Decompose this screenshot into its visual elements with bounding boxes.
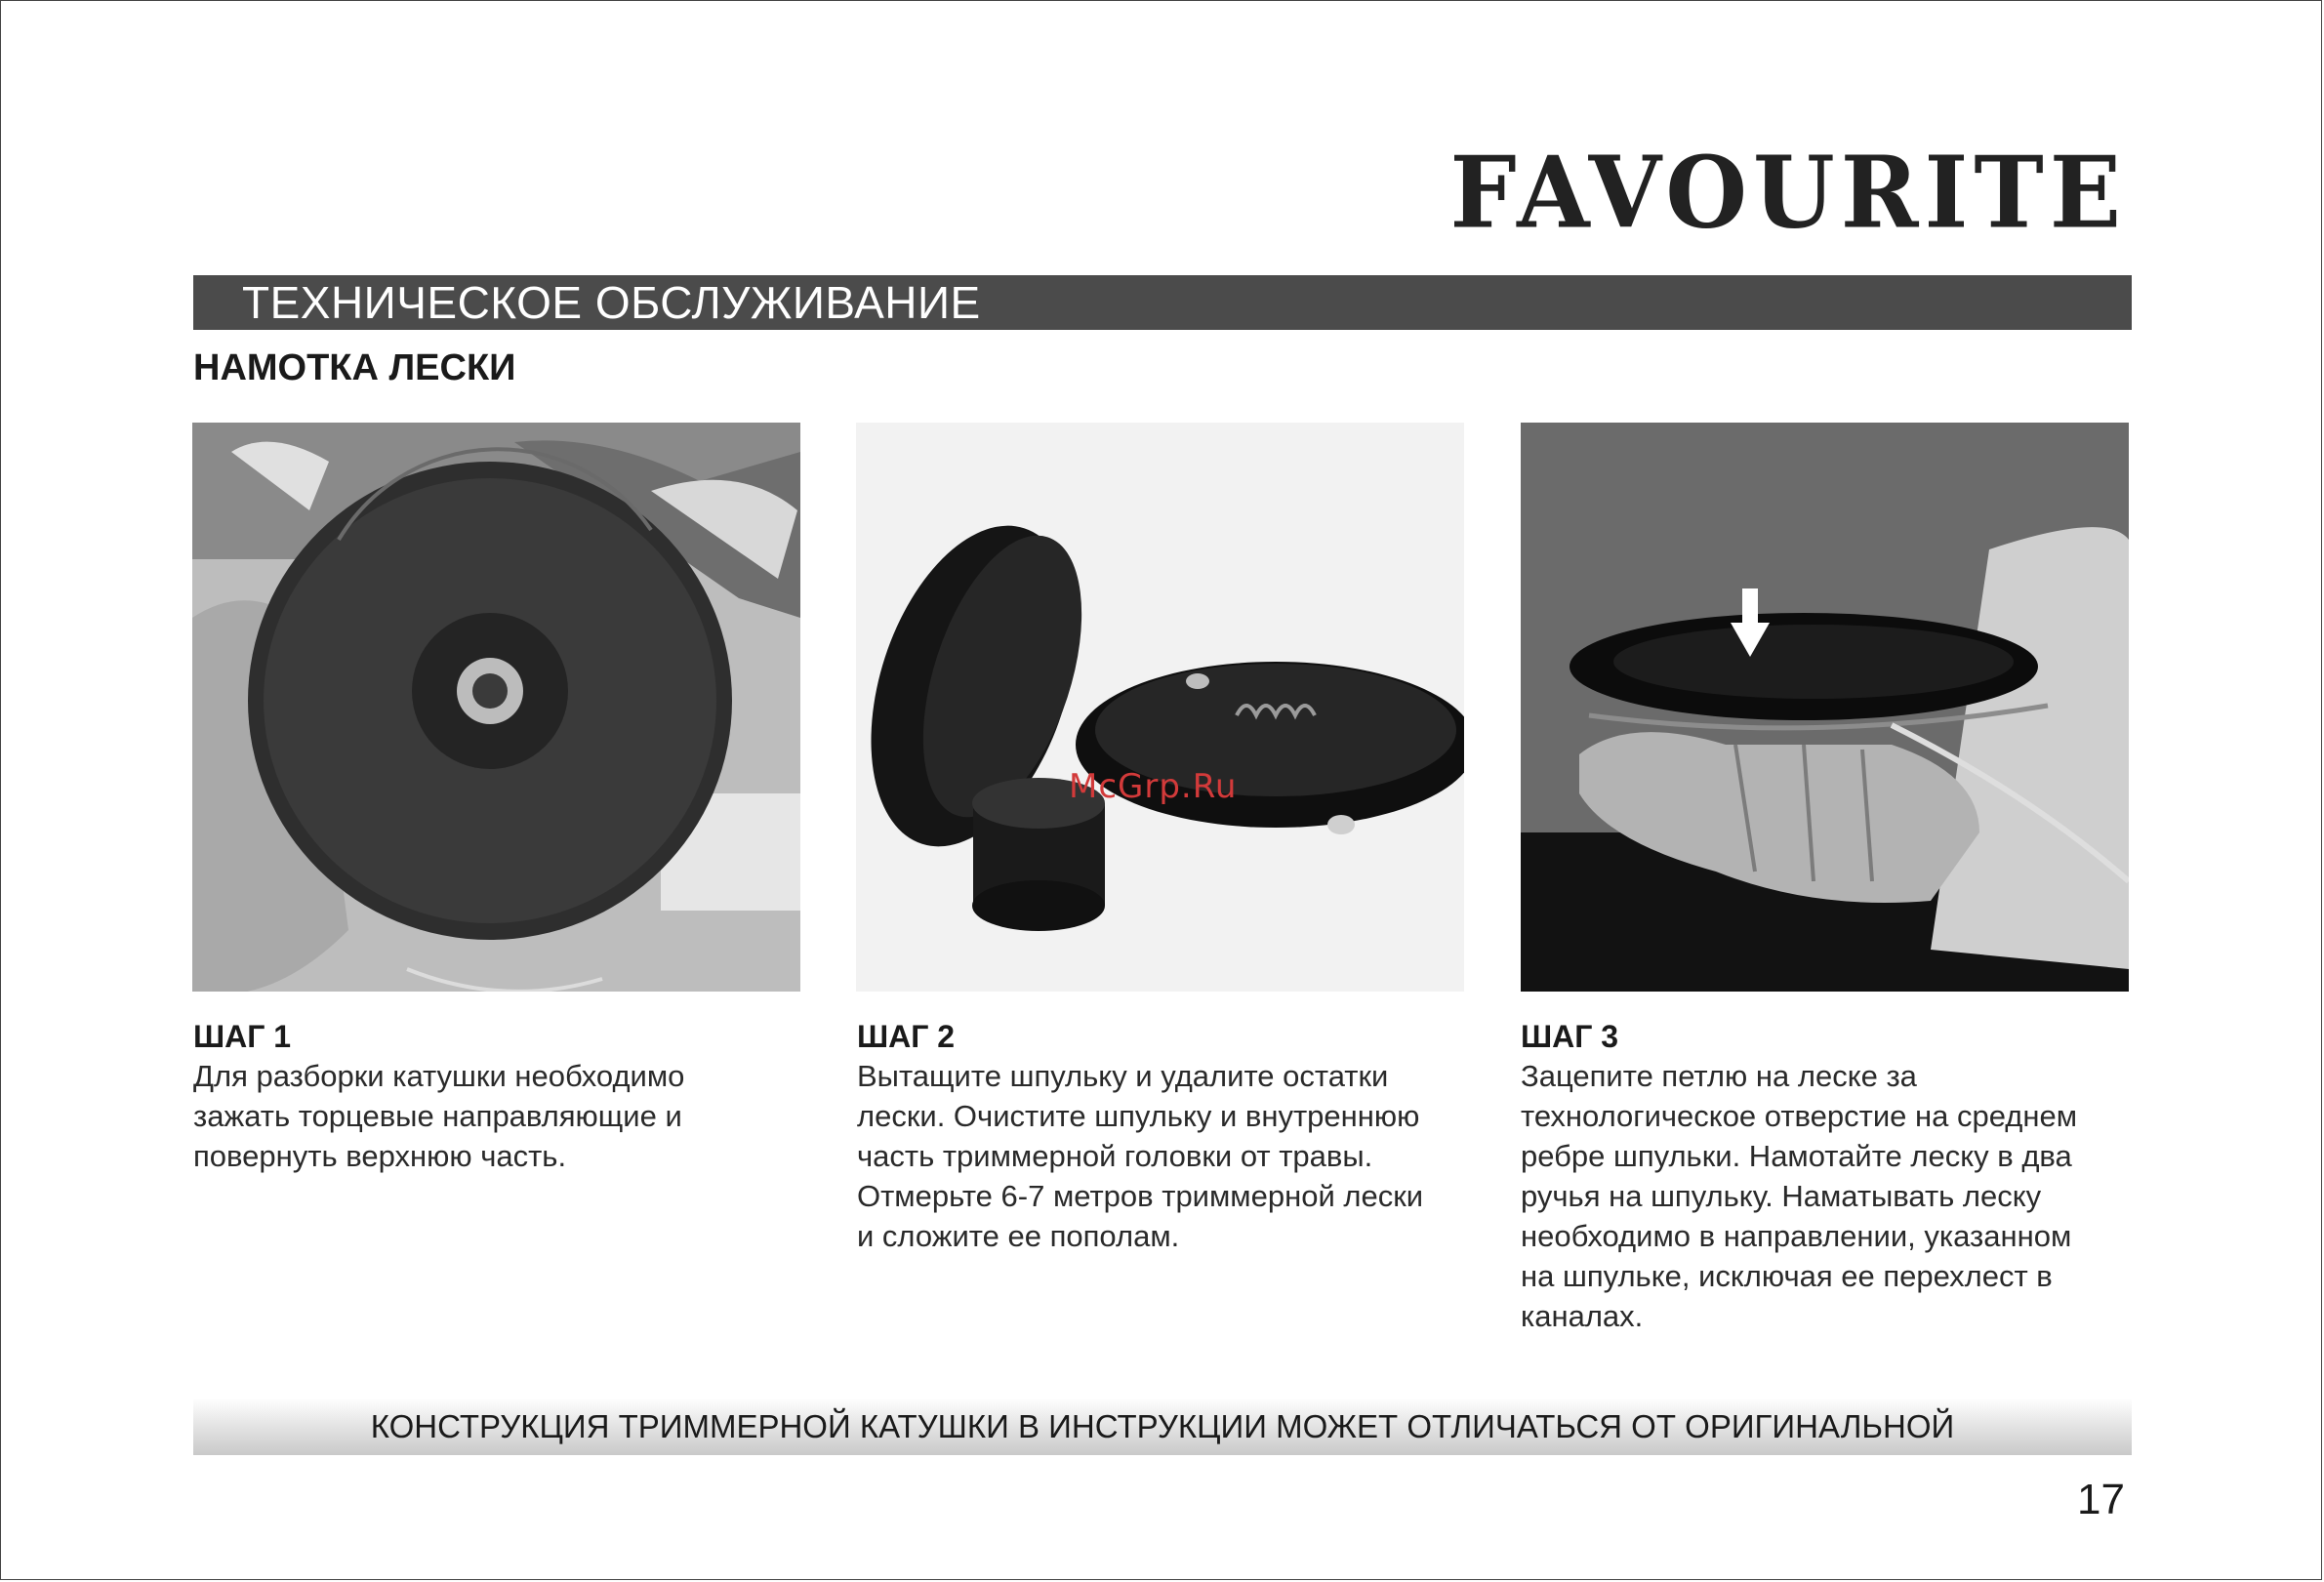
step-3-line: каналах. [1521, 1299, 1644, 1333]
section-header-bar: ТЕХНИЧЕСКОЕ ОБСЛУЖИВАНИЕ [193, 275, 2132, 330]
step-1-photo [192, 423, 800, 992]
step-2-line: часть триммерной головки от травы. [857, 1139, 1373, 1173]
step-1-line: повернуть верхнюю часть. [193, 1139, 567, 1173]
step-2-line: Отмерьте 6-7 метров триммерной лески [857, 1179, 1424, 1213]
step-3-block [1521, 1017, 2145, 1336]
step-1-text [193, 1056, 818, 1176]
step-2-block [857, 1017, 1482, 1256]
step-1-title: ШАГ 1 [193, 1019, 292, 1054]
step-3-title: ШАГ 3 [1521, 1019, 1619, 1054]
brand-logo: FAVOURITE [1449, 135, 2127, 251]
trimmer-head-cap-image [192, 423, 800, 992]
subsection-title: НАМОТКА ЛЕСКИ [193, 347, 516, 388]
watermark-text: McGrp.Ru [1069, 767, 1238, 806]
spool-winding-image [1521, 423, 2129, 992]
step-2-line: Вытащите шпульку и удалите остатки [857, 1059, 1389, 1093]
step-3-line: на шпульке, исключая ее перехлест в [1521, 1259, 2053, 1293]
disclaimer-note-bar: КОНСТРУКЦИЯ ТРИММЕРНОЙ КАТУШКИ В ИНСТРУКЦИИ МОЖЕТ ОТЛИЧАТЬСЯ ОТ ОРИГИНАЛЬНОЙ [193, 1399, 2132, 1455]
step-2-title: ШАГ 2 [857, 1019, 956, 1054]
step-3-line: Зацепите петлю на леске за [1521, 1059, 1917, 1093]
step-3-line: ручья на шпульку. Наматывать леску [1521, 1179, 2042, 1213]
step-1-line: Для разборки катушки необходимо [193, 1059, 685, 1093]
step-1-block [193, 1017, 818, 1176]
step-3-photo [1521, 423, 2129, 992]
step-2-photo [856, 423, 1464, 992]
trimmer-head-parts-image [856, 423, 1464, 992]
step-1-line: зажать торцевые направляющие и [193, 1099, 682, 1133]
step-3-line: необходимо в направлении, указанном [1521, 1219, 2072, 1253]
step-2-text [857, 1056, 1482, 1256]
step-3-line: технологическое отверстие на среднем [1521, 1099, 2078, 1133]
page-number: 17 [2077, 1476, 2125, 1523]
step-3-line: ребре шпульки. Намотайте леску в два [1521, 1139, 2072, 1173]
step-3-text [1521, 1056, 2145, 1336]
step-2-line: и сложите ее пополам. [857, 1219, 1180, 1253]
step-2-line: лески. Очистите шпульку и внутреннюю [857, 1099, 1420, 1133]
